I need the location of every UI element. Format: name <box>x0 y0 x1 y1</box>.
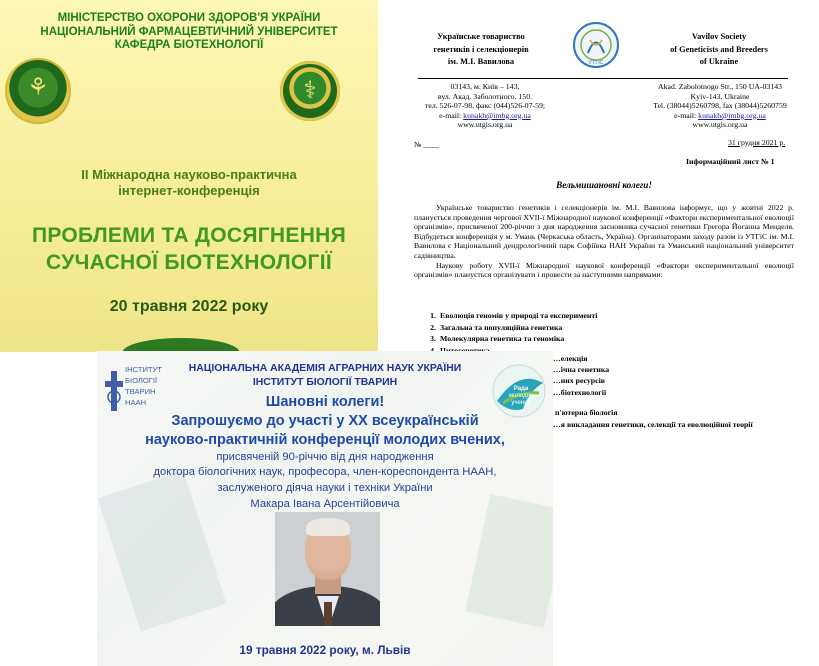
direction-partial-11: …я викладання генетики, селекції та еволюційної теорії <box>553 420 753 429</box>
letter-body <box>414 203 794 280</box>
society-logo-label: УТГіС <box>588 60 604 66</box>
org-en-line2: of Geneticists and Breeders <box>670 44 768 54</box>
website-ua[interactable]: www.utgis.org.ua <box>457 120 513 130</box>
invitation-line1: Запрошуємо до участі у ХХ всеукраїнській <box>171 413 479 429</box>
conference-title-line1: ПРОБЛЕМИ ТА ДОСЯГНЕННЯ <box>31 224 347 247</box>
university-line: НАЦІОНАЛЬНИЙ ФАРМАЦЕВТИЧНИЙ УНІВЕРСИТЕТ <box>40 25 338 38</box>
paragraph-2: Наукову роботу XVII-ї Міжнародної наукової конференції «Фактори експериментальної еволюції організмів» планується організувати і провести за наступними напрямами: <box>414 260 794 280</box>
institute-name: ІНСТИТУТ БІОЛОГІЇ ТВАРИН <box>252 377 398 388</box>
direction-partial-6: …ічна генетика <box>553 365 610 374</box>
biotech-conference-poster <box>0 0 378 352</box>
direction-partial-8: …біотехнології <box>553 388 607 397</box>
letter-date: 31 грудня 2021 р. <box>728 138 786 147</box>
addr-en-line2: Kyiv-143, Ukraine <box>690 91 750 101</box>
right-university-logo: ⚕ <box>280 61 340 121</box>
org-name-en <box>644 31 794 69</box>
addr-en-line3: Tel. (38044)5260798, fax (38044)5260759 <box>653 101 787 111</box>
direction-text: Молекулярна генетика та геноміка <box>440 334 565 344</box>
greeting-headline: Шановні колеги! <box>265 394 385 410</box>
conference-date-location: 19 травня 2022 року, м. Львів <box>239 643 411 657</box>
info-letter-title: Інформаційний лист № 1 <box>686 157 775 166</box>
inst-logo-line4: НААН <box>125 398 147 407</box>
academy-name: НАЦІОНАЛЬНА АКАДЕМІЯ АГРАРНИХ НАУК УКРАЇНИ <box>188 363 462 374</box>
org-ua-line2: генетиків і селекціонерів <box>433 44 529 54</box>
direction-text: Еволюція геномів у природі та експерименті <box>440 311 598 320</box>
left-seal-logo: ⚘ <box>5 58 71 124</box>
society-logo <box>568 20 624 70</box>
letter-number: № ____ <box>414 140 439 149</box>
direction-partial-10: п'ютерна біологія <box>555 408 618 417</box>
org-ua-line1: Українське товариство <box>437 32 525 41</box>
dedication-line2: доктора біологічних наук, професора, член-кореспондента НААН, <box>153 466 497 478</box>
org-en-line3: of Ukraine <box>699 57 739 66</box>
website-en[interactable]: www.utgis.org.ua <box>692 120 748 130</box>
address-en <box>634 82 806 130</box>
green-graphic <box>122 338 240 352</box>
invitation-line2: науково-практичній конференції молодих вчених, <box>145 432 505 448</box>
email-ua-prefix: e-mail: <box>439 110 464 120</box>
addr-ua-line1: 03143, м. Київ – 143, <box>450 82 520 91</box>
email-en-link[interactable]: kunakh@imbg.org.ua <box>698 110 766 120</box>
header-divider <box>418 78 788 79</box>
org-ua-line3: ім. М.І. Вавилова <box>447 57 515 66</box>
inst-logo-line1: ІНСТИТУТ <box>125 365 163 374</box>
conference-date: 20 травня 2022 року <box>109 298 269 315</box>
email-en-prefix: e-mail: <box>674 110 699 120</box>
conference-type-line1: ІІ Міжнародна науково-практична <box>81 167 297 182</box>
greeting: Вельмишановні колеги! <box>556 180 652 190</box>
org-name-ua <box>406 31 556 69</box>
council-logo-line3: учених <box>511 400 531 406</box>
council-logo-line2: молодих <box>509 393 533 399</box>
honoree-portrait <box>275 512 380 626</box>
direction-text: Загальна та популяційна генетика <box>440 322 563 332</box>
address-ua <box>410 82 560 130</box>
addr-ua-line3: тел. 526-07-98, факс (044)526-07-59; <box>424 101 546 111</box>
org-en-line1: Vavilov Society <box>691 32 747 41</box>
direction-partial-7: …них ресурсів <box>553 376 605 385</box>
email-ua-line <box>410 111 560 121</box>
honoree-name: Макара Івана Арсентійовича <box>250 498 400 510</box>
direction-item: 1. Еволюція геномів у природі та експерименті <box>430 311 598 320</box>
email-en-line <box>634 111 806 121</box>
poster-header <box>0 12 378 53</box>
addr-ua-line2: вул. Акад. Заболотного, 150. <box>437 91 533 101</box>
conference-type-line2: інтернет-конференція <box>118 183 260 198</box>
young-scientists-conference-banner <box>97 351 553 666</box>
direction-item: 2. Загальна та популяційна генетика <box>430 322 563 332</box>
inst-logo-line3: ТВАРИН <box>125 387 156 396</box>
council-logo-line1: Рада <box>513 386 529 392</box>
dedication-line3: заслуженого діяча науки і техніки України <box>217 482 433 494</box>
paragraph-1: Українське товариство генетиків і селекціонерів ім. М.І. Вавилова інформує, що у жовтні 2022 р. планується проведення чергової XVII-ї Міжнародної наукової конференції «Фактори експериментальної еволюції організмів», присвяченої 200-річчю з дня народження засновника сучасної генетики Грегора Йоганна Менделя. Відбудеться конференція у м. Умань (Черкаська область, Україна). Організаторами заходу разом із УТГіС ім. М.І. Вавилова є Національний дендрологічний парк Софіївка НАН України та Уманський національний університет садівництва. <box>414 203 794 260</box>
direction-item: 3. Молекулярна генетика та геноміка <box>430 334 565 344</box>
dedication-line1: присвяченій 90-річчю від дня народження <box>216 451 434 463</box>
conference-type <box>0 167 378 199</box>
addr-en-line1: Akad. Zabolotnogo Str., 150 UA-03143 <box>657 82 783 91</box>
conference-title <box>0 222 378 276</box>
email-ua-link[interactable]: kunakh@imbg.org.ua <box>463 110 531 120</box>
direction-partial-5: …елекція <box>553 354 588 363</box>
ministry-line: МІНІСТЕРСТВО ОХОРОНИ ЗДОРОВ'Я УКРАЇНИ <box>57 12 321 24</box>
department-line: КАФЕДРА БІОТЕХНОЛОГІЇ <box>114 39 264 51</box>
inst-logo-line2: БІОЛОГІЇ <box>125 376 158 385</box>
conference-title-line2: СУЧАСНОЇ БІОТЕХНОЛОГІЇ <box>46 251 332 274</box>
